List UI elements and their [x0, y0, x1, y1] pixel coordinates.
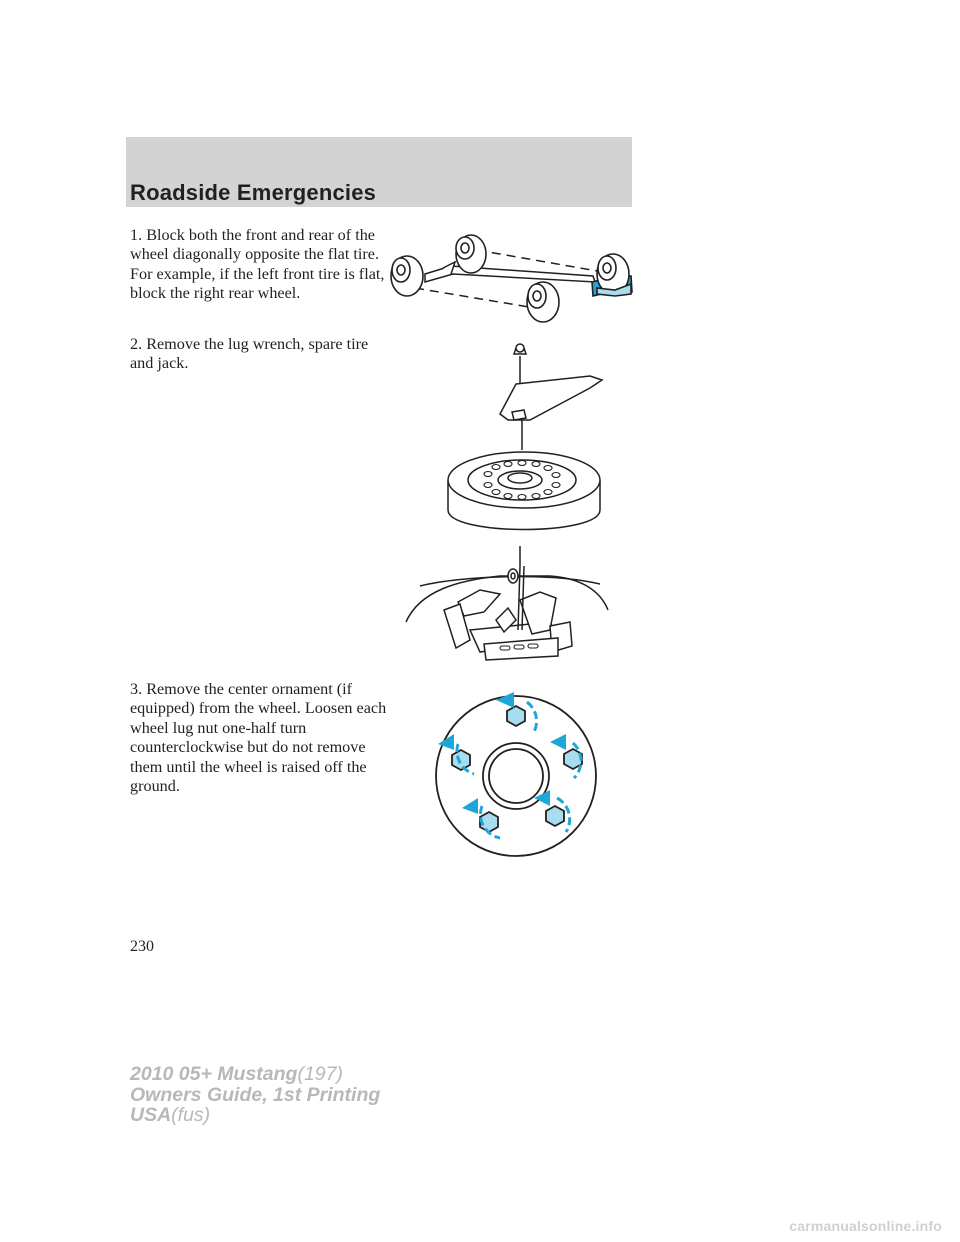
footer-printing: Owners Guide, 1st Printing [130, 1083, 381, 1106]
spare-tire-jack-diagram [400, 340, 610, 670]
step-3-text: 3. Remove the center ornament (if equipped) from the wheel. Loosen each wheel lug nut one-half turn counterclockwise but do not remove them until the wheel is raised off the ground. [130, 680, 387, 796]
lug-nut-loosen-diagram [430, 686, 610, 858]
tire-rear-left-icon [527, 282, 559, 322]
lug-nut-icon [546, 806, 564, 826]
footer-line-2 [130, 1085, 380, 1106]
lug-nut-icon [507, 706, 525, 726]
wheel-block-diagram [385, 222, 635, 330]
watermark-text: carmanualsonline.info [789, 1218, 942, 1234]
step-1-text: 1. Block both the front and rear of the wheel diagonally opposite the flat tire. For example, if the left front tire is flat, block the right rear wheel. [130, 226, 385, 303]
step-2-text: 2. Remove the lug wrench, spare tire and jack. [130, 335, 369, 373]
tire-front-left-icon [391, 256, 423, 296]
blocked-tire-icon [592, 254, 632, 296]
section-title: Roadside Emergencies [130, 180, 377, 205]
lug-nut-icon [452, 750, 470, 770]
footer-model-code: (197) [297, 1063, 343, 1085]
footer-market-code: (fus) [171, 1104, 211, 1126]
footer-line-1 [130, 1064, 380, 1085]
footer-line-3 [130, 1105, 380, 1126]
footer-market: USA [130, 1104, 172, 1126]
footer-model: 2010 05+ Mustang [130, 1063, 298, 1085]
page-number: 230 [130, 938, 154, 955]
print-footer [130, 1064, 380, 1126]
tire-front-right-icon [456, 235, 486, 273]
